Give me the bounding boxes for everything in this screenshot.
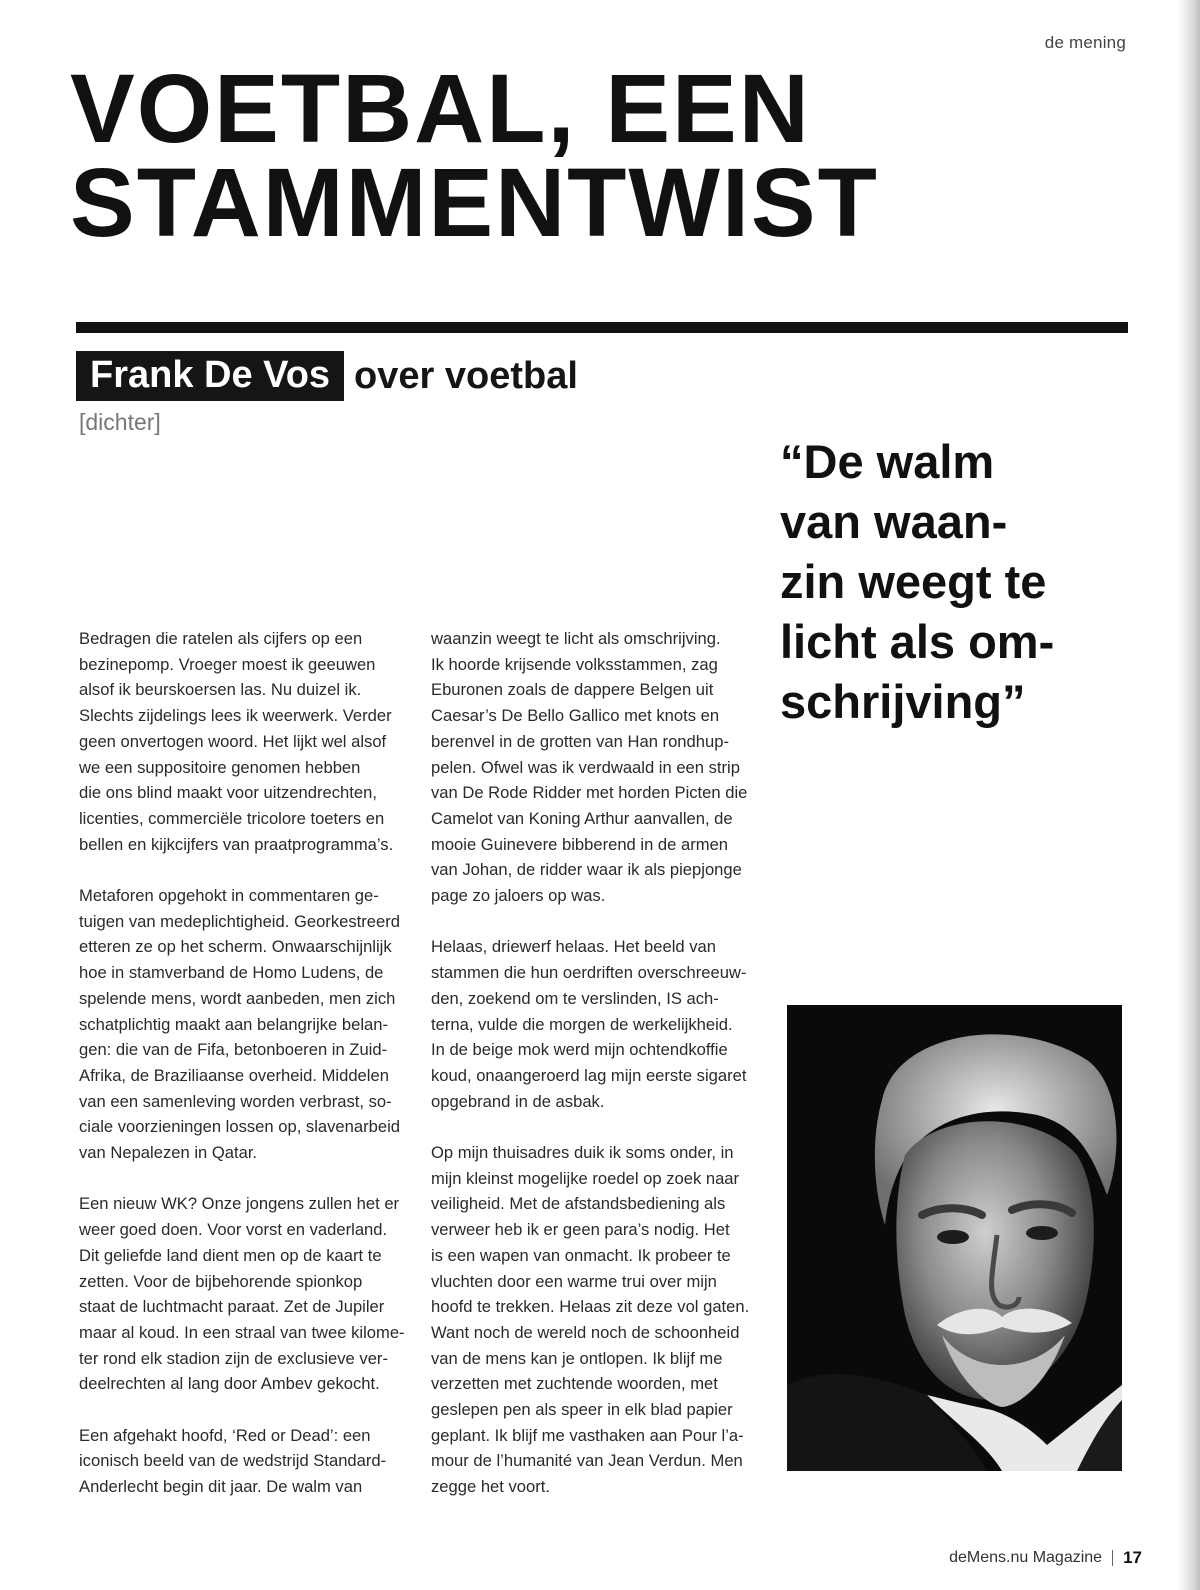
author-role: [dichter] [79, 409, 161, 435]
magazine-name: deMens.nu Magazine [949, 1549, 1103, 1566]
paragraph: Helaas, driewerf helaas. Het beeld van stammen die hun oerdriften overschreeuw- den, zoekend om te verslinden, IS ach- terna, vulde die morgen de werkelijkheid. In de beige mok werd mijn ochtendkoffie koud, onaangeroerd lag mijn eerste sigaret opgebrand in de asbak. [431, 937, 747, 1111]
footer-divider [1112, 1550, 1113, 1566]
paragraph: Metaforen opgehokt in commentaren ge- tuigen van medeplichtigheid. Georkestreerd etteren ze op het scherm. Onwaarschijnlijk hoe in stamverband de Homo Ludens, de spelende mens, wordt aanbeden, men zich schatplichtig maakt aan belangrijke belan- gen: die van de Fifa, betonboeren in Zuid- Afrika, de Braziliaanse overheid. Middelen van een samenleving worden verbrast, so- ciale voorzieningen lossen op, slavenarbeid van Nepalezen in Qatar. [79, 886, 401, 1163]
page-edge-shadow [1178, 0, 1200, 1590]
paragraph: Een afgehakt hoofd, ‘Red or Dead’: een iconisch beeld van de wedstrijd Standard- Anderlecht begin dit jaar. De walm van [79, 1425, 387, 1497]
page-footer [949, 1548, 1142, 1568]
headline-line-1: VOETBAL, EEN [70, 54, 811, 163]
byline [76, 350, 578, 402]
headline-rule [76, 322, 1128, 333]
author-portrait-photo [787, 1005, 1122, 1471]
paragraph: Bedragen die ratelen als cijfers op een bezinepomp. Vroeger moest ik geeuwen alsof ik beurskoersen las. Nu duizel ik. Slechts zijdelings lees ik weerwerk. Verder geen onvertogen woord. Het lijkt wel alsof we een suppositoire genomen hebben die ons blind maakt voor uitzendrechten, licenties, commerciële tricolore toeters en bellen en kijkcijfers van praatprogramma’s. [79, 629, 394, 854]
author-name: Frank De Vos [76, 351, 344, 401]
headline-line-2: STAMMENTWIST [70, 148, 879, 257]
body-column-1 [79, 626, 413, 1526]
paragraph: Op mijn thuisadres duik ik soms onder, in mijn kleinst mogelijke roedel op zoek naar veiligheid. Met de afstandsbediening als verweer heb ik er geen para’s nodig. Het is een wapen van onmacht. Ik probeer te vluchten door een warme trui over mijn hoofd te trekken. Helaas zit deze vol gaten. Want noch de wereld noch de schoonheid van de mens kan je ontlopen. Ik blijf me verzetten met zuchtende woorden, met geslepen pen als speer in elk blad papier geplant. Ik blijf me vasthaken aan Pour l’a- mour de l’humanité van Jean Verdun. Men zegge het voort. [431, 1143, 750, 1497]
body-column-2 [431, 626, 761, 1526]
pull-quote: “De walm van waan- zin weegt te licht als om- schrijving” [780, 435, 1055, 728]
paragraph: Een nieuw WK? Onze jongens zullen het er weer goed doen. Voor vorst en vaderland. Dit geliefde land dient men op de kaart te zetten. Voor de bijbehorende spionkop staat de luchtmacht paraat. Zet de Jupiler maar al koud. In een straal van twee kilome- ter rond elk stadion zijn de exclusieve ver- deelrechten al lang door Ambev gekocht. [79, 1194, 405, 1394]
section-label: de mening [1044, 33, 1126, 52]
portrait-illustration [787, 1005, 1122, 1471]
article-headline [70, 54, 1130, 257]
article-topic: over voetbal [354, 354, 578, 397]
page-number: 17 [1123, 1548, 1142, 1567]
paragraph: waanzin weegt te licht als omschrijving. Ik hoorde krijsende volksstammen, zag Eburonen zoals de dappere Belgen uit Caesar’s De Bello Gallico met knots en berenvel in de grotten van Han rondhup- pelen. Ofwel was ik verdwaald in een strip van De Rode Ridder met horden Picten die Camelot van Koning Arthur aanvallen, de mooie Guinevere bibberend in de armen van Johan, de ridder waar ik als piepjonge page zo jaloers op was. [431, 629, 748, 906]
